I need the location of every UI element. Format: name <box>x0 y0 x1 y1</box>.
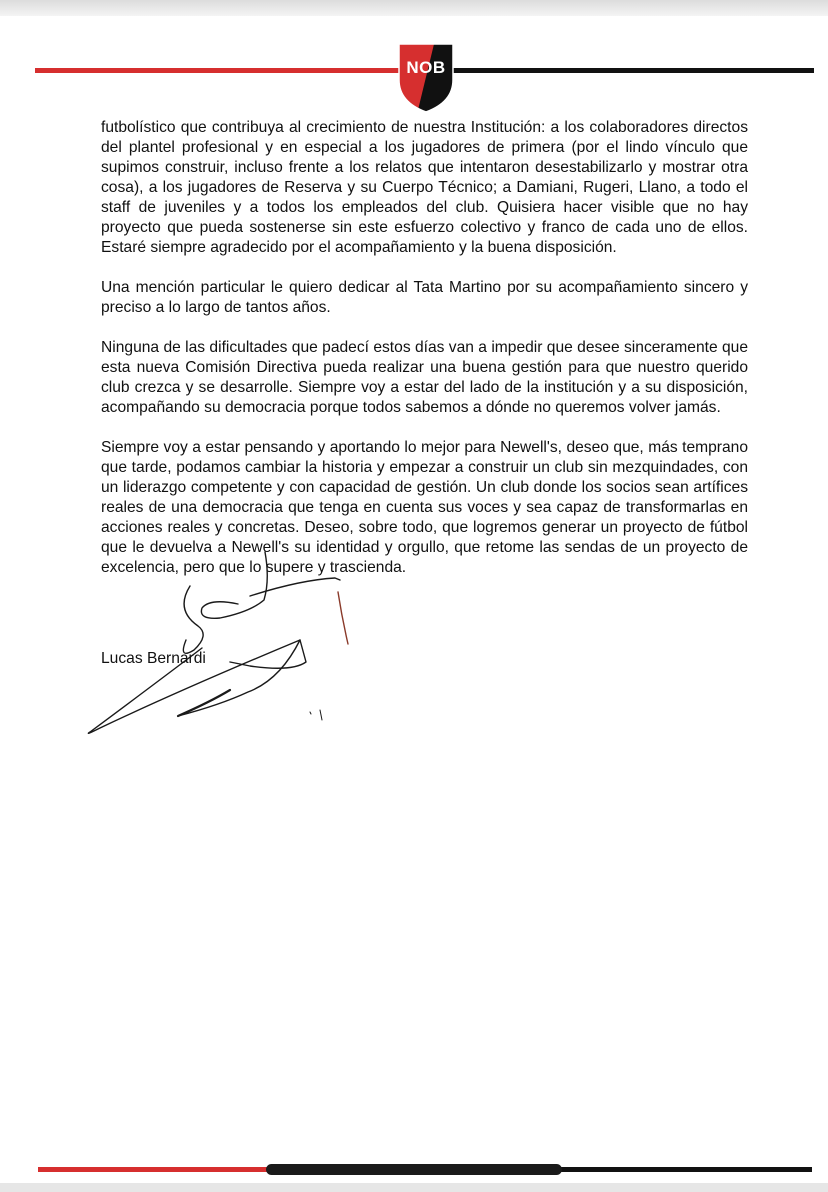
footer-red-line <box>38 1167 278 1172</box>
letter-body <box>101 118 748 598</box>
crest-label: NOB <box>406 58 446 77</box>
signature-name: Lucas Bernardi <box>101 650 206 667</box>
horizontal-scrollbar[interactable] <box>266 1164 562 1175</box>
header-black-line <box>448 68 814 73</box>
viewer-bottom-edge <box>0 1183 828 1192</box>
header-red-line <box>35 68 407 73</box>
paragraph-1: futbolístico que contribuya al crecimiento de nuestra Institución: a los colaboradores directos del plantel profesional y en especial a los jugadores de primera (por el lindo vínculo que supimos construir, incluso frente a los relatos que intentaron desestabilizarlo y mostrar otra cosa), a los jugadores de Reserva y su Cuerpo Técnico; a Damiani, Rugeri, Llano, a todo el staff de juveniles y a todos los empleados del club. Quisiera hacer visible que no hay proyecto que pueda sostenerse sin este esfuerzo colectivo y franco de cada uno de ellos. Estaré siempre agradecido por el acompañamiento y la buena disposición. <box>101 119 748 256</box>
viewer-top-edge <box>0 0 828 16</box>
paragraph-2: Una mención particular le quiero dedicar al Tata Martino por su acompañamiento sincero y preciso a lo largo de tantos años. <box>101 279 748 316</box>
footer-black-line <box>550 1167 812 1172</box>
paragraph-4: Siempre voy a estar pensando y aportando lo mejor para Newell's, deseo que, más temprano que tarde, podamos cambiar la historia y empezar a construir un club sin mezquindades, con un liderazgo competente y con capacidad de gestión. Un club donde los socios sean artífices reales de una democracia que tenga en cuenta sus voces y sea capaz de transformarlas en acciones reales y concretas. Deseo, sobre todo, que logremos generar un proyecto de fútbol que le devuelva a Newell's su identidad y orgullo, que retome las sendas de un proyecto de excelencia, pero que lo supere y trascienda. <box>101 439 748 576</box>
paragraph-3: Ninguna de las dificultades que padecí estos días van a impedir que desee sinceramente que esta nueva Comisión Directiva pueda realizar una buena gestión para que nuestro querido club crezca y se desarrolle. Siempre voy a estar del lado de la institución y a su disposición, acompañando su democracia porque todos sabemos a dónde no queremos volver jamás. <box>101 339 748 416</box>
